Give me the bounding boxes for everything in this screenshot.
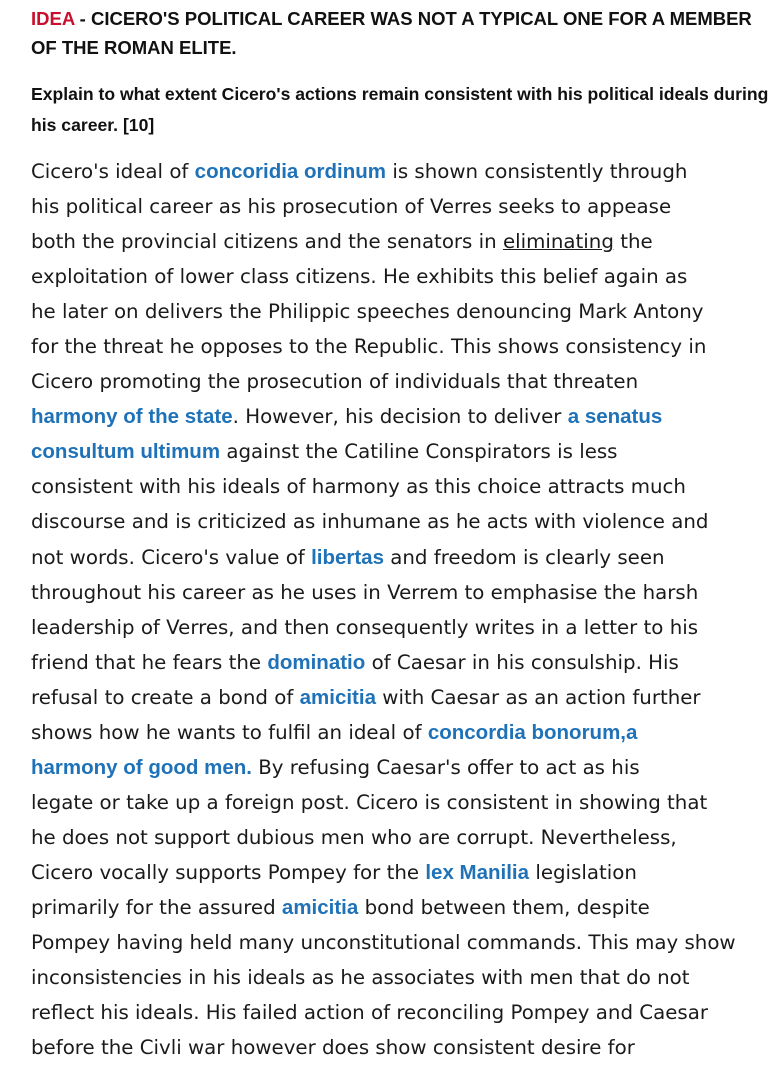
essay-line xyxy=(31,364,781,399)
essay-text: is shown consistently through xyxy=(386,160,688,183)
essay-text: for the threat he opposes to the Republic. This shows consistency in xyxy=(31,335,707,359)
essay-text: reflect his ideals. His failed action of reconciling Pompey and Caesar xyxy=(31,1001,708,1025)
essay-text: inconsistencies in his ideals as he associates with men that do not xyxy=(31,966,690,990)
essay-line xyxy=(31,925,781,960)
essay-text: throughout his career as he uses in Verrem to emphasise the harsh xyxy=(31,580,699,604)
essay-line xyxy=(31,469,781,504)
essay-text: of Caesar in his consulship. His xyxy=(365,650,679,674)
essay-text: he later on delivers the Philippic speeches denouncing Mark Antony xyxy=(31,300,704,324)
idea-label: IDEA xyxy=(31,8,75,29)
essay-line xyxy=(31,399,781,434)
essay-text: his political career as his prosecution of Verres seeks to appease xyxy=(31,195,672,219)
essay-line xyxy=(31,224,781,259)
essay-body xyxy=(31,154,781,1065)
underlined-word: eliminating xyxy=(502,230,614,254)
essay-text: both the provincial citizens and the senators in xyxy=(31,230,503,254)
key-term: dominatio xyxy=(267,650,366,674)
idea-heading xyxy=(31,4,771,62)
essay-text: not words. Cicero's value of xyxy=(31,545,312,569)
key-term: consultum ultimum xyxy=(31,440,221,464)
essay-text: . However, his decision to deliver xyxy=(232,405,568,429)
key-term: amicitia xyxy=(281,895,359,919)
key-term: lex Manilia xyxy=(425,860,530,884)
key-term: amicitia xyxy=(299,685,376,709)
essay-text: against the Catiline Conspirators is less xyxy=(220,440,618,464)
essay-line xyxy=(31,294,781,329)
essay-line xyxy=(31,890,781,925)
key-term: harmony of the state xyxy=(31,405,233,429)
key-term: harmony of good men. xyxy=(31,755,252,779)
essay-text: consistent with his ideals of harmony as this choice attracts much xyxy=(31,475,686,499)
essay-line xyxy=(31,434,781,469)
essay-line xyxy=(31,504,781,539)
essay-text: legate or take up a foreign post. Cicero is consistent in showing that xyxy=(31,790,708,814)
essay-line xyxy=(31,575,781,610)
essay-text: friend that he fears the xyxy=(31,650,268,674)
essay-line xyxy=(31,329,781,364)
essay-text: and freedom is clearly seen xyxy=(383,545,665,569)
essay-text: he does not support dubious men who are corrupt. Nevertheless, xyxy=(31,825,677,849)
essay-line xyxy=(31,960,781,995)
essay-line xyxy=(31,750,781,785)
essay-text: legislation xyxy=(529,860,637,884)
essay-text: before the Civli war however does show consistent desire for xyxy=(31,1036,635,1060)
essay-text: exploitation of lower class citizens. He exhibits this belief again as xyxy=(31,265,688,289)
essay-text: shows how he wants to fulfil an ideal of xyxy=(31,720,428,744)
essay-text: bond between them, despite xyxy=(358,895,650,919)
essay-line xyxy=(31,680,781,715)
essay-line xyxy=(31,610,781,645)
essay-text: Cicero vocally supports Pompey for the xyxy=(31,860,426,884)
essay-line xyxy=(31,259,781,294)
essay-line xyxy=(31,154,781,189)
essay-line xyxy=(31,189,781,224)
essay-text: with Caesar as an action further xyxy=(375,685,701,709)
essay-text: Cicero's ideal of xyxy=(31,160,195,183)
essay-text: the xyxy=(613,230,653,254)
essay-text: leadership of Verres, and then consequently writes in a letter to his xyxy=(31,615,699,639)
essay-text: discourse and is criticized as inhumane as he acts with violence and xyxy=(31,510,709,534)
essay-line xyxy=(31,785,781,820)
essay-line xyxy=(31,645,781,680)
idea-text: - CICERO'S POLITICAL CAREER WAS NOT A TYPICAL ONE FOR A MEMBER OF THE ROMAN ELITE. xyxy=(31,8,752,58)
essay-line xyxy=(31,995,781,1030)
essay-text: By refusing Caesar's offer to act as his xyxy=(251,755,640,779)
essay-line xyxy=(31,540,781,575)
key-term: concordia bonorum,a xyxy=(427,720,638,744)
essay-line xyxy=(31,715,781,750)
key-term: concoridia ordinum xyxy=(194,160,387,183)
key-term: a senatus xyxy=(567,405,663,429)
essay-line xyxy=(31,1030,781,1065)
essay-text: Cicero promoting the prosecution of individuals that threaten xyxy=(31,370,639,394)
key-term: libertas xyxy=(311,545,384,569)
question-prompt: Explain to what extent Cicero's actions remain consistent with his political ideals during his career. [10] xyxy=(31,84,769,135)
essay-text: refusal to create a bond of xyxy=(31,685,300,709)
essay-text: primarily for the assured xyxy=(31,895,282,919)
essay-line xyxy=(31,820,781,855)
essay-text: Pompey having held many unconstitutional commands. This may show xyxy=(31,931,736,955)
essay-line xyxy=(31,855,781,890)
